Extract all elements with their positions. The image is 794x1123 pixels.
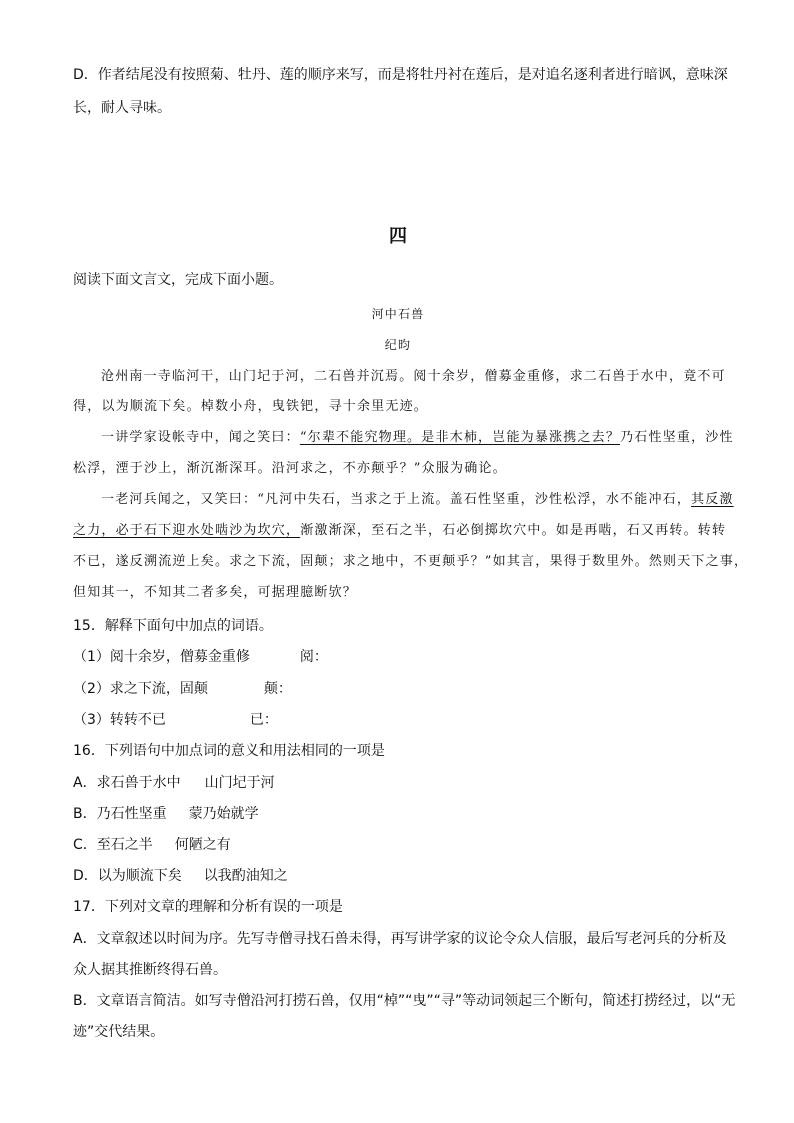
q16-option-a-right: 山门圮于河 — [204, 775, 275, 791]
q16-option-a-left: A．求石兽于水中 — [73, 775, 181, 791]
q16-option-b — [73, 805, 259, 823]
q15-item-1-answer-label: 阅： — [299, 649, 328, 665]
q16-option-d-right: 以我酌油知之 — [203, 868, 288, 884]
q16-stem: 16．下列语句中加点词的意义和用法相同的一项是 — [73, 743, 385, 759]
option-d-line-2: 长，耐人寻味。 — [73, 100, 171, 116]
passage-p2-text-b: 乃石性坚重，沙性 — [620, 430, 734, 445]
q15-item-2-text: （2）求之下流，固颠 — [73, 681, 208, 697]
q16-option-d — [73, 867, 288, 885]
passage-p3-line-1 — [101, 491, 734, 509]
q15-item-1 — [73, 648, 328, 666]
passage-p3-line-4: 但知其一，不知其二者多矣，可据理臆断欤？ — [73, 585, 358, 600]
passage-p2-line-2: 松浮，湮于沙上，渐沉渐深耳。沿河求之，不亦颠乎？”众服为确论。 — [73, 461, 507, 476]
passage-p3-line-3: 不已，遂反溯流逆上矣。求之下流，固颠；求之地中，不更颠乎？”如其言，果得于数里外。然则天下之事， — [73, 554, 749, 569]
passage-p3-underlined-a: 其反激 — [691, 492, 734, 507]
q17-option-b-line-1: B．文章语言简洁。如写寺僧沿河打捞石兽，仅用“棹”“曳”“寻”等动词领起三个断句，简述打捞经过，以“无 — [73, 993, 736, 1009]
q15-item-3 — [73, 711, 278, 729]
q16-option-b-left: B．乃石性坚重 — [73, 806, 167, 822]
q16-option-c-right: 何陋之有 — [174, 837, 231, 853]
section-title: 四 — [389, 226, 407, 247]
q17-option-a-line-2: 众人据其推断终得石兽。 — [73, 962, 227, 978]
q15-item-2 — [73, 680, 292, 698]
q16-option-d-left: D．以为顺流下矣 — [73, 868, 182, 884]
passage-p1-line-2: 得，以为顺流下矣。棹数小舟，曳铁钯，寻十余里无迹。 — [73, 399, 429, 414]
q16-option-c — [73, 836, 231, 854]
q17-option-b-line-2: 迹”交代结果。 — [73, 1024, 165, 1040]
passage-p1-line-1: 沧州南一寺临河干，山门圮于河，二石兽并沉焉。阅十余岁，僧募金重修，求二石兽于水中，竟不可 — [101, 369, 726, 384]
passage-p2-text-a: 一讲学家设帐寺中，闻之笑曰： — [101, 430, 300, 445]
option-d-line-1: D．作者结尾没有按照菊、牡丹、莲的顺序来写，而是将牡丹衬在莲后，是对追名逐利者进行暗讽，意味深 — [73, 67, 728, 83]
passage-p3-line-2 — [73, 522, 727, 540]
passage-author: 纪昀 — [384, 338, 412, 352]
q17-stem: 17．下列对文章的理解和分析有误的一项是 — [73, 899, 343, 915]
q16-option-a — [73, 774, 275, 792]
passage-p2-underlined: “尔辈不能究物理。是非木柿，岂能为暴涨携之去？ — [299, 430, 621, 445]
q15-item-1-text: （1）阅十余岁，僧募金重修 — [73, 649, 250, 665]
q15-item-2-answer-label: 颠： — [263, 681, 292, 697]
q16-option-c-left: C．至石之半 — [73, 837, 153, 853]
passage-p3-underlined-b: 之力，必于石下迎水处啮沙为坎穴， — [73, 523, 301, 538]
q16-option-b-right: 蒙乃始就学 — [188, 806, 259, 822]
passage-p3-text-b: 渐激渐深，至石之半，石必倒掷坎穴中。如是再啮，石又再转。转转 — [300, 523, 727, 538]
q15-item-3-answer-label: 已： — [249, 712, 278, 728]
passage-p2-line-1 — [101, 429, 734, 447]
passage-p3-text-a: 一老河兵闻之，又笑曰：“凡河中失石，当求之于上流。盖石性坚重，沙性松浮，水不能冲石， — [101, 492, 692, 507]
q15-item-3-text: （3）转转不已 — [73, 712, 166, 728]
q15-stem: 15．解释下面句中加点的词语。 — [73, 618, 273, 634]
passage-title: 河中石兽 — [371, 307, 425, 321]
q17-option-a-line-1: A．文章叙述以时间为序。先写寺僧寻找石兽未得，再写讲学家的议论令众人信服，最后写老河兵的分析及 — [73, 931, 727, 947]
section-instruction: 阅读下面文言文，完成下面小题。 — [73, 272, 283, 288]
